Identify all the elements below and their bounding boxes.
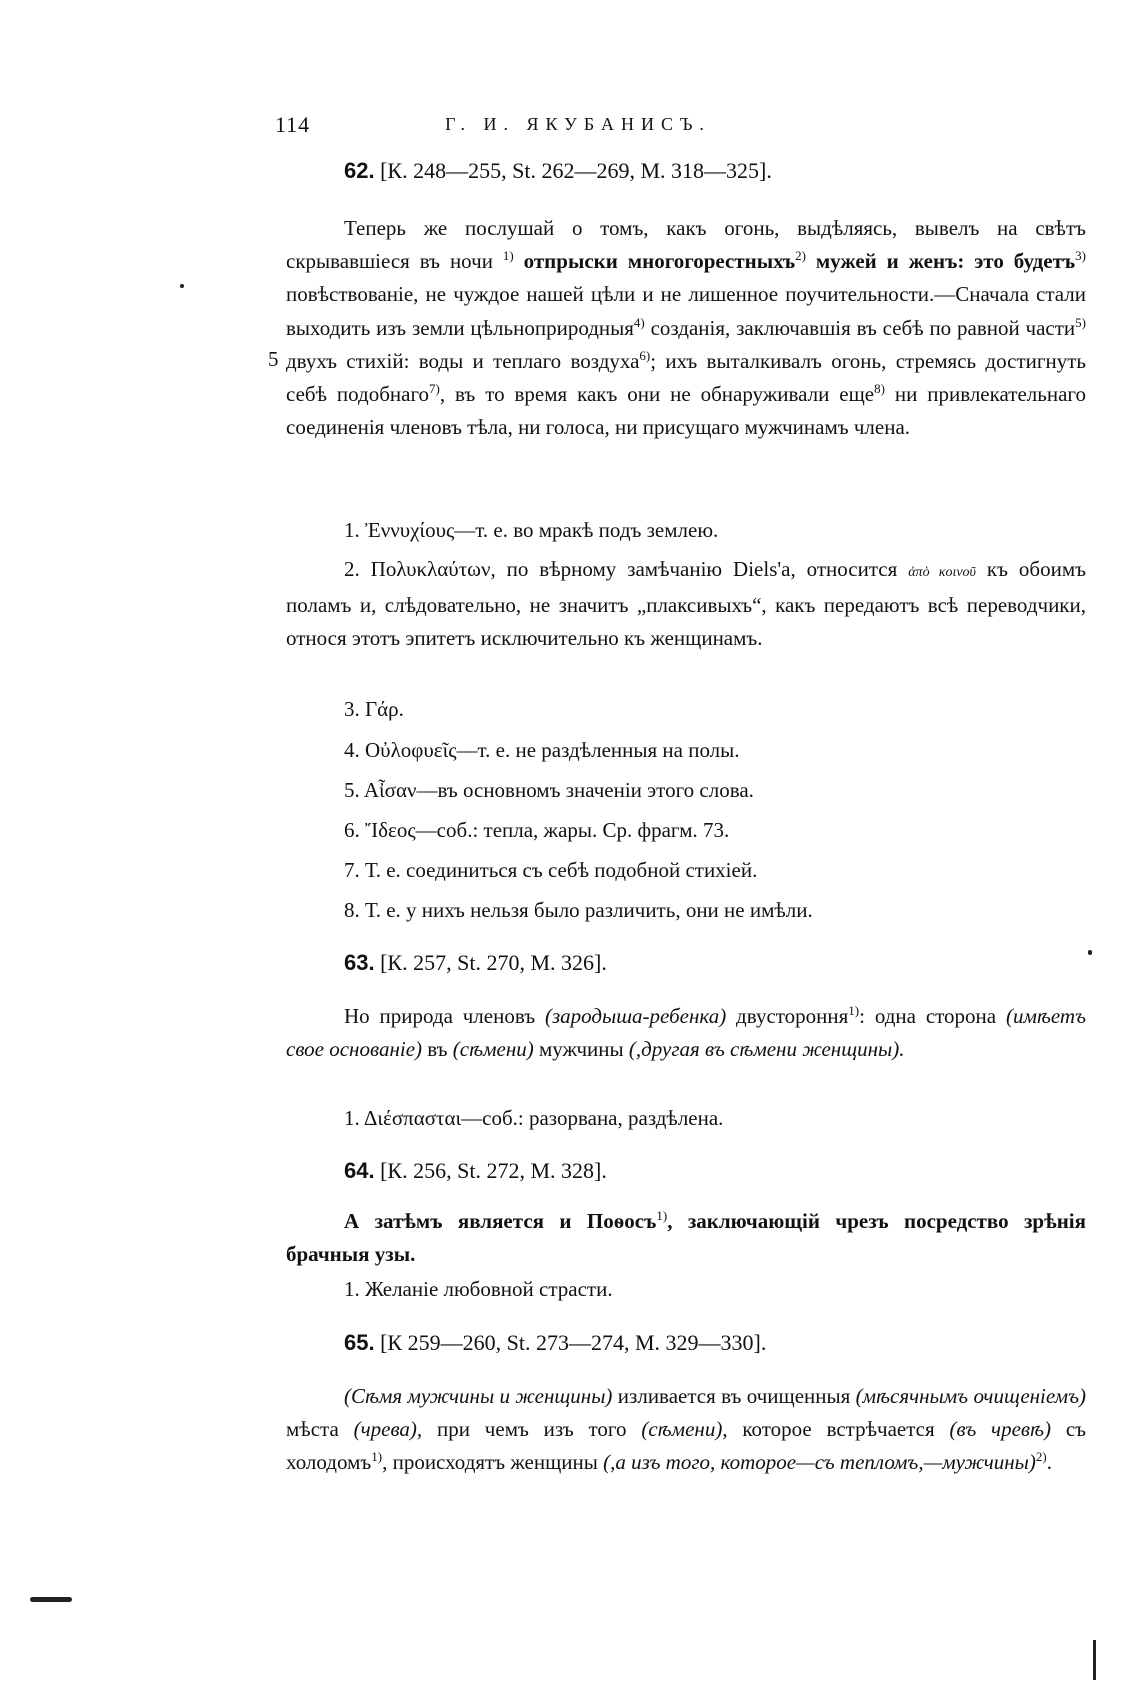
text-run: въ: [422, 1037, 453, 1062]
scan-speck: [1088, 950, 1092, 955]
editorial-insert: (мѣсячнымъ очищеніемъ): [855, 1384, 1086, 1408]
fragment-62-text: [286, 212, 1086, 444]
footnote-ref: 8): [874, 381, 885, 397]
fragment-number: 64.: [344, 1158, 375, 1183]
editorial-insert: (въ чревѣ): [949, 1417, 1052, 1442]
fragment-65-text: [286, 1380, 1086, 1480]
text-run: которое встрѣчается: [727, 1417, 950, 1442]
fragment-64-text: [286, 1205, 1086, 1271]
text-run: изливается въ очищенныя: [612, 1384, 856, 1408]
fragment-62-heading: [344, 158, 772, 184]
editorial-insert: (Сѣмя мужчины и женщины): [344, 1384, 613, 1408]
footnote-ref: 2): [795, 248, 806, 264]
fragment-63-heading: [344, 950, 607, 976]
footnote-ref: 1): [371, 1449, 383, 1465]
scan-edge-line: [1093, 1640, 1096, 1680]
text-run: двухъ стихій: воды и теплаго воздуха: [286, 348, 640, 373]
greek-term: ἀπὸ κοινοῦ: [908, 565, 976, 580]
line-number-marker: 5: [268, 347, 279, 371]
page-number: 114: [275, 112, 311, 137]
editorial-insert: (чрева),: [353, 1417, 423, 1442]
text-run: Теперь же послушай о томъ, какъ огонь, выдѣляясь, вывелъ на свѣтъ скрывавшіеся въ ночи: [286, 216, 1086, 274]
editorial-insert: (имѣетъ свое основаніе): [286, 1004, 1086, 1062]
fragment-number: 65.: [344, 1330, 375, 1355]
scan-mark: [30, 1597, 72, 1602]
footnote-ref: 5): [1075, 314, 1086, 330]
editorial-insert: (,другая въ сѣмени женщины).: [628, 1037, 905, 1062]
fragment-63-text: [286, 1000, 1086, 1066]
footnote-62-4: 4. Οὐλοφυεῖς—т. е. не раздѣленныя на полы.: [344, 738, 740, 762]
footnote-64-1: 1. Желаніе любовной страсти.: [344, 1277, 613, 1301]
footnote-63-1: 1. Διέσπασται—соб.: разорвана, раздѣлена.: [344, 1106, 724, 1130]
text-run: при чемъ изъ того: [422, 1417, 642, 1442]
footnote-62-1: 1. Ἐννυχίους—т. е. во мракѣ подъ землею.: [344, 518, 719, 542]
editorial-insert: (,а изъ того, которое—съ тепломъ,—мужчины): [603, 1450, 1036, 1475]
footnote-ref: 3): [1075, 248, 1086, 264]
editorial-insert: (зародыша-ребенка): [544, 1004, 727, 1028]
footnote-62-3: 3. Γάρ.: [344, 697, 404, 721]
text-run: А затѣмъ является и Поѳосъ: [344, 1209, 657, 1233]
fragment-references: [К. 248—255, St. 262—269, М. 318—325].: [380, 158, 772, 183]
text-run: 2. Πολυκλαύτων, по вѣрному замѣчанію Diels'а, относится: [344, 557, 909, 581]
scan-speck: [180, 284, 184, 288]
text-run: къ обоимъ поламъ и, слѣдовательно, не значитъ „плаксивыхъ“, какъ передаютъ всѣ переводчики, относя этотъ эпитетъ исключительно къ женщинамъ.: [286, 557, 1086, 651]
footnote-62-5: 5. Αἶσαν—въ основномъ значеніи этого слова.: [344, 778, 754, 802]
footnote-ref: 1): [502, 248, 514, 264]
text-run: мужчины: [533, 1037, 629, 1062]
fragment-number: 62.: [344, 158, 375, 183]
footnote-62-2: [286, 553, 1086, 656]
footnote-ref: 7): [429, 381, 440, 397]
footnote-ref: 2): [1035, 1449, 1047, 1465]
text-run: ни привлекательнаго соединенія членовъ тѣла, ни голоса, ни присущаго мужчинамъ члена.: [286, 382, 1086, 440]
text-run: , заключающій чрезъ посредство зрѣнія брачныя узы.: [286, 1209, 1087, 1267]
fragment-64-heading: [344, 1158, 607, 1184]
fragment-65-heading: [344, 1330, 766, 1356]
text-run: повѣствованіе, не чуждое нашей цѣли и не лишенное поучительности.—Сначала стали выходить изъ земли цѣльноприродныя: [286, 282, 1086, 340]
text-run: , въ то время какъ они не обнаруживали еще: [439, 382, 875, 407]
text-run: .: [1046, 1450, 1052, 1475]
fragment-number: 63.: [344, 950, 375, 975]
footnote-ref: 4): [633, 314, 645, 330]
running-title: Г. И. ЯКУБАНИСЪ.: [445, 114, 711, 134]
fragment-references: [К 259—260, St. 273—274, М. 329—330].: [380, 1330, 767, 1355]
text-run: съ холодомъ: [286, 1417, 1087, 1475]
text-run: Но природа членовъ: [344, 1004, 545, 1028]
footnote-62-7: 7. Т. е. соединиться съ себѣ подобной стихіей.: [344, 858, 758, 882]
text-run: мужей и женъ: это будетъ: [805, 249, 1076, 274]
text-run: ; ихъ выталкивалъ огонь, стремясь достигнуть себѣ подобнаго: [286, 348, 1086, 407]
text-run: : одна сторона: [859, 1004, 1006, 1028]
fragment-references: [К. 256, St. 272, М. 328].: [380, 1158, 607, 1183]
footnote-ref: 6): [639, 347, 651, 363]
footnote-ref: 1): [656, 1208, 668, 1223]
editorial-insert: (сѣмени): [452, 1037, 534, 1062]
footnote-62-8: 8. Т. е. у нихъ нельзя было различить, они не имѣли.: [344, 898, 813, 922]
footnote-62-6: 6. Ἴδεος—соб.: тепла, жары. Ср. фрагм. 73.: [344, 818, 730, 842]
editorial-insert: (сѣмени),: [641, 1417, 728, 1442]
text-run: двустороння: [726, 1004, 849, 1028]
footnote-ref: 1): [848, 1003, 860, 1018]
text-run: , происходятъ женщины: [382, 1450, 604, 1475]
fragment-references: [К. 257, St. 270, М. 326].: [380, 950, 607, 975]
text-run: созданія, заключавшія въ себѣ по равной части: [644, 315, 1076, 340]
text-run: отпрыски многогорестныхъ: [513, 249, 796, 274]
text-run: мѣста: [286, 1417, 354, 1442]
running-head: [275, 112, 841, 146]
